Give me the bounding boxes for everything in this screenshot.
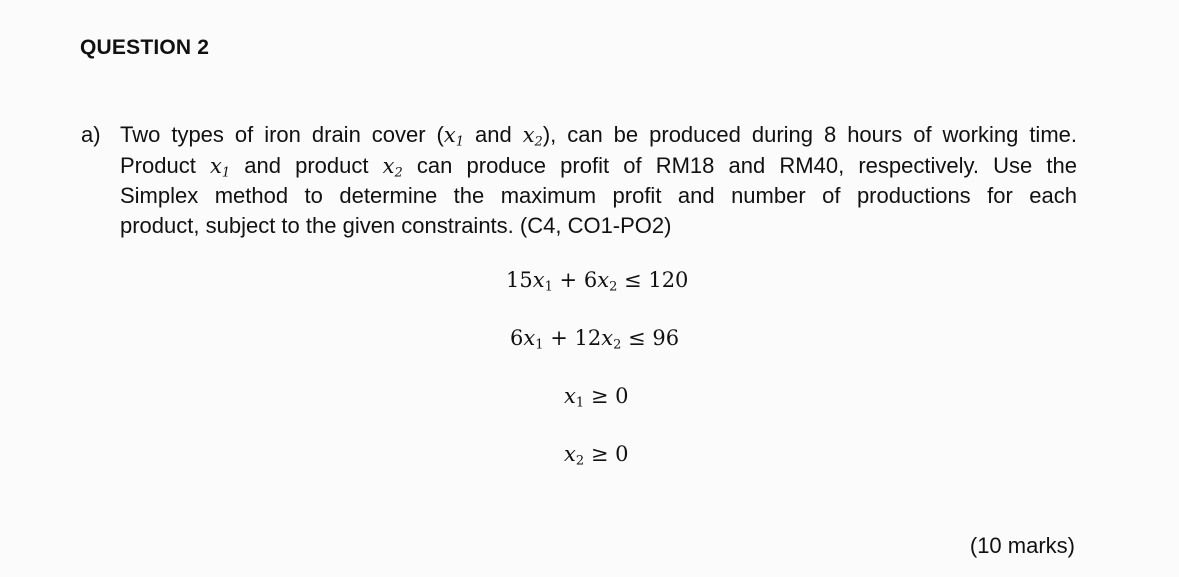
question-line-2: Product $x_1$ and product $x_2$ can produce profit of RM18 and RM40, respectively. Use the [120, 152, 1077, 181]
constraint-3: $x_1 \ge 0$ [564, 384, 629, 411]
question-heading: QUESTION 2 [80, 36, 210, 59]
constraint-4: $x_2 \ge 0$ [564, 442, 629, 469]
question-line-1: Two types of iron drain cover ($x_1$ and $x_2$), can be produced during 8 hours of working time. [120, 122, 1077, 150]
var-x2: $x_2$ [522, 123, 543, 150]
question-text [120, 120, 1077, 240]
var-x1: $x_1$ [209, 153, 231, 181]
question-line-4: product, subject to the given constraints. (C4, CO1-PO2) [120, 212, 672, 238]
var-x1: $x_1$ [443, 123, 465, 150]
var-x2: $x_2$ [382, 153, 403, 181]
constraint-1: $15x_1 + 6x_2 \le 120$ [506, 268, 689, 295]
part-label: a) [81, 122, 101, 147]
question-line-3: Simplex method to determine the maximum profit and number of productions for each [120, 183, 1077, 208]
constraint-2: $6x_1 + 12x_2 \le 96$ [510, 326, 680, 353]
marks-label: (10 marks) [969, 533, 1075, 558]
